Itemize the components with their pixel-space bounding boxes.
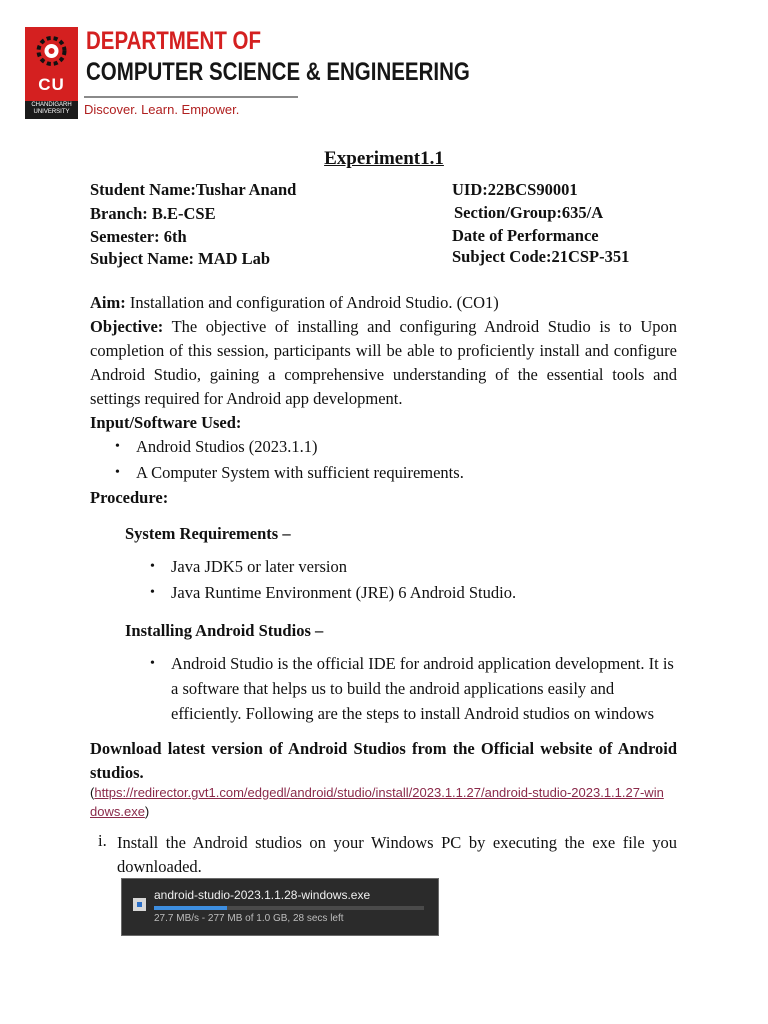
download-filename: android-studio-2023.1.1.28-windows.exe: [154, 888, 371, 902]
header-divider: [84, 96, 298, 98]
system-requirements-list: [171, 554, 671, 606]
tagline: Discover. Learn. Empower.: [84, 102, 240, 117]
open-paren: (: [90, 785, 95, 800]
list-item: • A Computer System with sufficient requirements.: [136, 460, 676, 486]
close-paren: ): [144, 804, 150, 819]
input-software-heading: Input/Software Used:: [90, 413, 242, 432]
objective-label: Objective:: [90, 317, 164, 336]
university-logo: [25, 27, 78, 119]
logo-emblem: [25, 27, 78, 101]
system-requirements-heading: System Requirements –: [125, 524, 291, 543]
section-group: Section/Group:635/A: [454, 203, 604, 222]
aim-paragraph: [90, 291, 677, 315]
objective-paragraph: [90, 315, 677, 411]
aim-label: Aim:: [90, 293, 126, 312]
logo-band: [25, 101, 78, 119]
installing-list: [171, 651, 679, 726]
logo-subtext: CHANDIGARH UNIVERSITY: [31, 102, 72, 115]
gear-emblem-icon: [25, 27, 78, 77]
installer-file-icon: [133, 898, 146, 911]
list-item: • Java Runtime Environment (JRE) 6 Android Studio.: [171, 580, 671, 606]
student-name: Student Name:Tushar Anand: [90, 180, 297, 199]
list-item: • Android Studios (2023.1.1): [136, 434, 676, 460]
date-of-performance: Date of Performance: [452, 226, 599, 245]
department-title-line2: COMPUTER SCIENCE & ENGINEERING: [86, 58, 470, 86]
installing-heading: Installing Android Studios –: [125, 621, 324, 640]
subject-code: Subject Code:21CSP-351: [452, 247, 630, 266]
download-progress-bar: [154, 906, 424, 910]
download-progress-fill: [154, 906, 227, 910]
objective-text: The objective of installing and configuring Android Studio is to Upon completion of this session, participants will be able to proficiently install and configure Android Studio, gaining a comprehensive understanding of the essential tools and settings required for Android app development.: [90, 317, 677, 408]
android-studio-download-link[interactable]: https://redirector.gvt1.com/edgedl/android/studio/install/2023.1.1.27/android-studio-2023.1.1.27-windows.exe: [90, 785, 664, 819]
department-title-line1: DEPARTMENT OF: [86, 27, 262, 55]
list-item: • Java JDK5 or later version: [171, 554, 671, 580]
step-marker: i.: [98, 831, 107, 850]
download-progress-screenshot: [121, 878, 439, 936]
uid: UID:22BCS90001: [452, 180, 578, 199]
subject-name: Subject Name: MAD Lab: [90, 249, 271, 268]
step-i-text: Install the Android studios on your Windows PC by executing the exe file you downloaded.: [117, 833, 677, 876]
download-status: 27.7 MB/s - 277 MB of 1.0 GB, 28 secs left: [154, 913, 344, 924]
experiment-title: Experiment1.1: [324, 148, 444, 169]
download-link-line: [90, 783, 670, 821]
list-item: • Android Studio is the official IDE for android application development. It is a software that helps us to build the android applications easily and efficiently. Following are the steps to install Android studios on windows: [171, 651, 679, 726]
procedure-heading: Procedure:: [90, 488, 169, 507]
download-heading: Download latest version of Android Studios from the Official website of Android studios.: [90, 739, 677, 782]
aim-text: Installation and configuration of Android Studio. (CO1): [125, 293, 499, 312]
branch: Branch: B.E-CSE: [90, 204, 216, 223]
semester: Semester: 6th: [90, 227, 187, 246]
logo-text: CU: [38, 75, 65, 94]
input-software-list: [136, 434, 676, 486]
